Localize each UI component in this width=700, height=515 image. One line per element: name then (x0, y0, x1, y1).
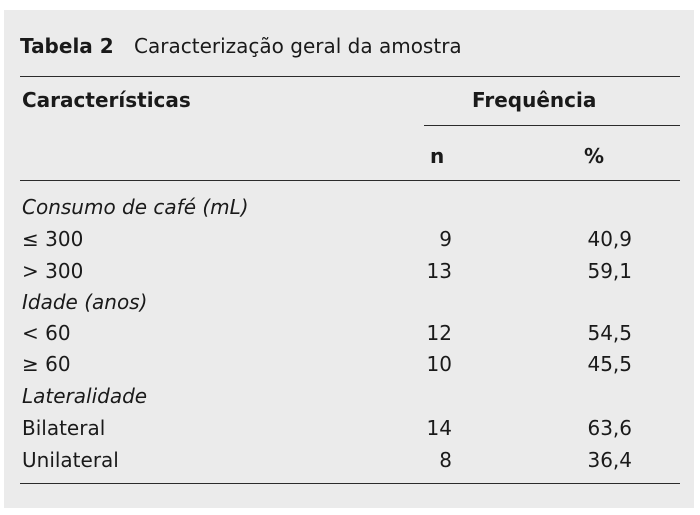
group-label-laterality: Lateralidade (22, 384, 148, 408)
row-n-age-lt60: 12 (426, 321, 452, 345)
row-label-coffee-le300: ≤ 300 (22, 227, 84, 251)
row-label-bilateral: Bilateral (22, 416, 106, 440)
table-caption: Caracterização geral da amostra (134, 34, 462, 58)
rule-frequency (424, 125, 680, 126)
row-percent-bilateral: 63,6 (587, 416, 632, 440)
header-characteristics: Características (22, 88, 191, 112)
row-label-age-ge60: ≥ 60 (22, 352, 71, 376)
row-percent-coffee-gt300: 59,1 (587, 259, 632, 283)
row-label-unilateral: Unilateral (22, 448, 119, 472)
group-label-age: Idade (anos) (22, 290, 148, 314)
header-frequency: Frequência (472, 88, 597, 112)
row-n-bilateral: 14 (426, 416, 452, 440)
row-label-age-lt60: < 60 (22, 321, 71, 345)
row-percent-unilateral: 36,4 (587, 448, 632, 472)
rule-top (20, 76, 680, 77)
row-percent-age-lt60: 54,5 (587, 321, 632, 345)
rule-bottom (20, 483, 680, 484)
row-n-age-ge60: 10 (426, 352, 452, 376)
row-percent-coffee-le300: 40,9 (587, 227, 632, 251)
row-n-coffee-gt300: 13 (426, 259, 452, 283)
table-title (20, 34, 462, 58)
group-label-coffee: Consumo de café (mL) (22, 195, 249, 219)
rule-header-bottom (20, 180, 680, 181)
row-n-unilateral: 8 (439, 448, 452, 472)
row-percent-age-ge60: 45,5 (587, 352, 632, 376)
header-percent: % (584, 144, 605, 168)
row-n-coffee-le300: 9 (439, 227, 452, 251)
table-label: Tabela 2 (20, 34, 114, 58)
header-n: n (430, 144, 445, 168)
row-label-coffee-gt300: > 300 (22, 259, 84, 283)
